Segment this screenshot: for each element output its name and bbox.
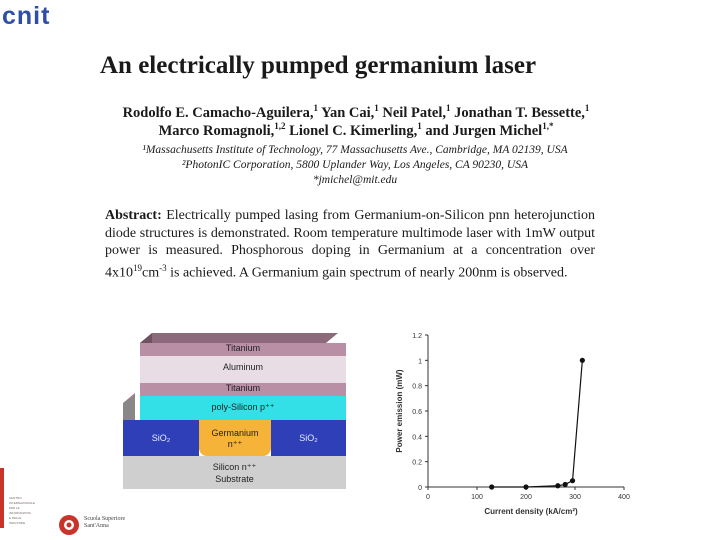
sio2-right-label: SiO₂ [299, 433, 318, 443]
data-point [580, 358, 585, 363]
paper-title: An electrically pumped germanium laser [100, 52, 537, 79]
affiliation-2: ²PhotonIC Corporation, 5800 Uplander Way, Los Angeles, CA 90230, USA [181, 159, 528, 171]
author-affil: 1 [374, 103, 379, 113]
silicon-substrate-layer [123, 456, 346, 489]
cnit-logo: cnit [2, 2, 51, 30]
power-emission-chart [380, 320, 640, 520]
left-logo-line: PER LE [9, 506, 20, 510]
titanium-top-label: Titanium [225, 343, 261, 353]
y-tick-label: 1 [418, 358, 422, 366]
x-axis-label: Current density (kA/cm²) [484, 507, 578, 516]
author-name: Lionel C. Kimerling, [285, 122, 418, 139]
data-point [523, 484, 528, 489]
germanium-label: Germanium [211, 428, 259, 438]
data-point [563, 482, 568, 487]
author-name: and Jurgen Michel [421, 122, 543, 139]
y-tick-label: 0.4 [412, 434, 422, 442]
y-tick-label: 0 [418, 485, 422, 492]
sss-name-line-2: Sant'Anna [84, 523, 109, 529]
aluminum-label: Aluminum [222, 362, 263, 372]
poly-silicon-label: poly-Silicon p⁺⁺ [211, 402, 275, 412]
data-point [570, 478, 575, 483]
x-tick-label: 200 [520, 494, 532, 501]
author-name: Rodolfo E. Camacho-Aguilera, [122, 104, 314, 121]
left-logo-line: INFORMAZIONI [9, 511, 31, 515]
y-tick-label: 0.2 [412, 459, 422, 467]
left-logo-line: INDUSTRIE [9, 521, 26, 525]
sss-name [84, 516, 125, 530]
left-logo-bar [0, 468, 4, 528]
titanium-top-layer [140, 343, 346, 356]
abstract-unit: cm [142, 265, 160, 281]
data-point [555, 483, 560, 488]
substrate-label: Substrate [215, 474, 254, 484]
abstract-exponent: 19 [133, 262, 142, 273]
abstract-text: is achieved. A Germanium gain spectrum of nearly 200nm is observed. [166, 265, 568, 281]
silicon-label: Silicon n⁺⁺ [212, 462, 257, 472]
poly-silicon-layer [140, 396, 346, 420]
germanium-layer [199, 420, 271, 456]
titanium-bottom-label: Titanium [225, 383, 261, 393]
author-name: Yan Cai, [318, 104, 375, 121]
author-name: Neil Patel, [378, 104, 447, 121]
author-affil: 1,2 [274, 121, 286, 131]
author-name: Jonathan T. Bessette, [450, 104, 585, 121]
y-tick-label: 1.2 [412, 333, 422, 340]
author-affil: 1 [446, 103, 451, 113]
sio2-left-layer [123, 420, 199, 456]
author-affil: 1 [313, 103, 318, 113]
aluminum-layer [140, 356, 346, 383]
titanium-bottom-layer [140, 383, 346, 396]
corresponding-email: *jmichel@mit.edu [312, 174, 398, 186]
author-affil: 1,* [542, 121, 554, 131]
abstract-text: Electrically pumped lasing from Germanium-on-Silicon pnn heterojunction diode structures is demonstrated. Room temperature multimode laser with 1mW output power is measured. Phosphorous doping in Germanium at a concentration over 4x10 [105, 208, 595, 281]
author-name: Marco Romagnoli, [158, 122, 275, 139]
x-tick-label: 400 [618, 494, 630, 501]
y-tick-label: 0.6 [412, 409, 422, 416]
abstract [105, 207, 595, 282]
left-logo-line: E DELLE [9, 516, 22, 520]
left-logo-line: CENTRO [9, 496, 22, 500]
x-tick-label: 0 [426, 494, 430, 501]
data-point [489, 484, 494, 489]
left-logo-line: INTERNAZIONALE [9, 501, 36, 505]
affiliation-1: ¹Massachusetts Institute of Technology, 77 Massachusetts Ave., Cambridge, MA 02139, USA [142, 144, 568, 156]
author-affil: 1 [584, 103, 590, 113]
x-tick-label: 100 [471, 494, 483, 501]
authors-line-2 [96, 118, 616, 140]
data-series-line [492, 360, 583, 487]
sio2-right-layer [271, 420, 346, 456]
abstract-label: Abstract: [105, 208, 162, 223]
germanium-doping-label: n⁺⁺ [227, 439, 243, 449]
y-tick-label: 0.8 [412, 383, 422, 391]
sss-name-line-1: Scuola Superiore [84, 516, 126, 522]
x-tick-label: 300 [569, 494, 581, 501]
author-affil: 1 [417, 121, 422, 131]
abstract-exponent: -3 [159, 262, 167, 273]
y-axis-label: Power emission (mW) [395, 369, 404, 453]
sio2-left-label: SiO₂ [151, 433, 171, 443]
sss-emblem-icon [58, 514, 80, 536]
left-logo-text [9, 496, 35, 526]
